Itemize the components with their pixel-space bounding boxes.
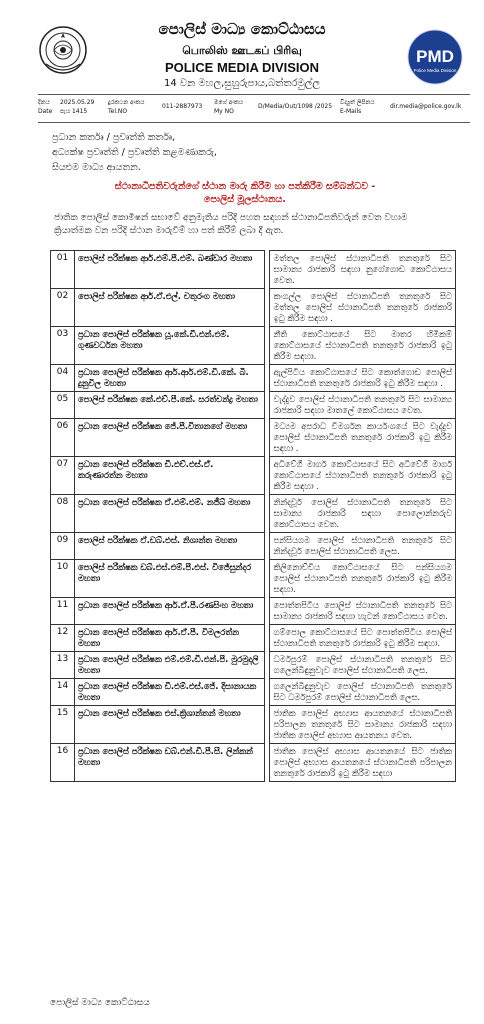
officer-name: ප්‍රධාන පොලිස් පරීක්ෂක එස්.ක්‍රිශාන්තන් මහතා bbox=[74, 706, 264, 744]
transfer-detail: ඇල්පිටිය කොට්ඨාසයේ සිට කොත්ගොඩ පොලිස් ස්ථානාධිපති තනතුරේ රාජකාරි ඉටු කිරීම සඳහා . bbox=[270, 365, 456, 392]
row-number: 04 bbox=[51, 365, 75, 392]
division-title-sinhala: පොලිස් මාධ්‍ය කොට්ඨාසය bbox=[158, 20, 326, 38]
transfer-detail: මධ්‍යම අපරාධ විමර්ශන කාර්යංශයේ සිට වැද්දුව පොලිස් ස්ථානාධිපති තනතුරේ රාජකාරි ඉටු කිරීම සඳහා . bbox=[270, 419, 456, 457]
transfer-detail: ධර්මපුරම් පොලිස් ස්ථානාධිපති තනතුරේ සිට ගලෙන්බිඳුනුවැව පොලිස් ස්ථානාධිපති ලෙස. bbox=[270, 652, 456, 679]
officer-name: ප්‍රධාන පොලිස් පරීක්ෂක ඩී.එම්.එස්.ජේ. දිසානායක මහතා bbox=[74, 679, 264, 706]
transfer-detail: කංගල්ල පොලිස් ස්ථානාධිපති තනතුරේ සිට මත්තල පොලිස් ස්ථානාධිපති තනතුරේ රාජකාරි ඉටු කිරීම සඳහා . bbox=[270, 289, 456, 327]
subject-heading: ස්ථානාධිපතිවරුන්ගේ ස්ථාන මාරු කිරීම හා පත්කිරීම සම්බන්ධව - පොලිස් මූලස්ථානය. bbox=[114, 181, 376, 205]
officer-name: පොලිස් පරීක්ෂක ආර්.ඒ.එල්. චතුරංග මහතා bbox=[74, 289, 264, 327]
transfer-detail: නීති කොට්ඨාසයේ සිට මාතර හිමිකම් කොට්ඨාසයේ ස්ථානාධිපති තනතුරේ රාජකාරි ඉටු කිරීම සඳහා. bbox=[270, 327, 456, 365]
intro-paragraph: ජාතික පොලිස් කොමිෂන් සභාවේ අනුමැතිය පරිදි පහත සඳහන් ස්ථානාධිපතිවරුන් වෙත වහාම ක්‍රියාත්මක වන පරිදි ස්ථාන මාරුවීම් හා පත් කිරීම් ලබා දී ඇත. bbox=[54, 213, 408, 236]
division-title-tamil: பொலிஸ் ஊடகப் பிரிவு bbox=[182, 44, 302, 57]
table-row bbox=[51, 744, 456, 782]
row-number: 10 bbox=[51, 560, 75, 598]
transfer-detail: අධිවේගී මාර්ග කොට්ඨාසයේ සිට අධිවේගී මාර්ග කොට්ඨාසයේ ස්ථානාධිපති තනතුරේ රාජකාරි ඉටු කිරීම සඳහා . bbox=[270, 457, 456, 495]
table-row bbox=[51, 289, 456, 327]
table-row bbox=[51, 679, 456, 706]
transfer-detail: කිලිනොච්චිය කොට්ඨාසයේ සිට පන්සියගම පොලිස් ස්ථානාධිපති තනතුරේ රාජකාරි ඉටු කිරීම සඳහා. bbox=[270, 560, 456, 598]
officer-name: ප්‍රධාන පොලිස් පරීක්ෂක ආර්.ඒ.පී.රණසිංහ මහතා bbox=[74, 598, 264, 625]
row-number: 16 bbox=[51, 744, 75, 782]
row-number: 08 bbox=[51, 495, 75, 533]
row-number: 14 bbox=[51, 679, 75, 706]
transfer-detail: වැද්දුව පොලිස් ස්ථානාධිපති තනතුරේ සිට සාමාන්‍ය රාජකාරි සඳහා මාතලේ කොට්ඨාසය වෙත. bbox=[270, 392, 456, 419]
row-number: 11 bbox=[51, 598, 75, 625]
division-title-english: POLICE MEDIA DIVISION bbox=[164, 60, 320, 75]
tel-value: 011-2887973 bbox=[162, 103, 203, 110]
officer-name: ප්‍රධාන පොලිස් පරීක්ෂක යූ.කේ.ඩී.එන්.එම්. ගුණවර්ධන මහතා bbox=[74, 327, 264, 365]
officer-name: ප්‍රධාන පොලිස් පරීක්ෂක ජේ.පී.විතානගේ මහතා bbox=[74, 419, 264, 457]
officer-name: පොලිස් පරීක්ෂක කේ.එච්.පී.කේ. සරත්චන්ද්‍ර මහතා bbox=[74, 392, 264, 419]
letterhead bbox=[0, 6, 484, 92]
row-number: 15 bbox=[51, 706, 75, 744]
table-row bbox=[51, 327, 456, 365]
table-row bbox=[51, 652, 456, 679]
row-number: 01 bbox=[51, 251, 75, 289]
table-row bbox=[51, 495, 456, 533]
row-number: 03 bbox=[51, 327, 75, 365]
email-value: dir.media@police.gov.lk bbox=[390, 103, 462, 110]
table-row bbox=[51, 560, 456, 598]
footer-signature: පොලිස් මාධ්‍ය කොට්ඨාසය bbox=[50, 998, 150, 1008]
transfer-detail: පොත්තපිටිය පොලිස් ස්ථානාධිපති තනතුරේ සිට සාමාන්‍ය රාජකාරි සඳහා හැටන් කොට්ඨාසය වෙත. bbox=[270, 598, 456, 625]
officer-name: ප්‍රධාන පොලිස් පරීක්ෂක ඩී.එච්.එස්.ඒ. කරුණාරත්න මහතා bbox=[74, 457, 264, 495]
letter-meta bbox=[38, 98, 474, 120]
table-row bbox=[51, 706, 456, 744]
row-number: 13 bbox=[51, 652, 75, 679]
pmd-logo-subtext: Police Media Division bbox=[413, 68, 457, 73]
officer-name: ප්‍රධාන පොලිස් පරීක්ෂක එම්.එම්.ඩී.එන්.පී. මුරමුදලි මහතා bbox=[74, 652, 264, 679]
transfer-detail: ගම්පොල කොට්ඨාසයේ සිට පොත්තපිටිය පොලිස් ස්ථානාධිපති තනතුරේ රාජකාරි ඉටු කිරීම සඳහා. bbox=[270, 625, 456, 652]
my-no-label: මගේ අංකය My NO bbox=[214, 99, 244, 115]
officer-name: පොලිස් පරීක්ෂක ආර්.එම්.පී.එම්. බණ්ඩාර මහතා bbox=[74, 251, 264, 289]
transfer-detail: ජාතික පොලිස් අභ්‍යාස ආයතනයේ සිට ජාතික පොලිස් අභ්‍යාස ආයතනයේ ස්ථානාධිපති පරිපාලන තනතුරේ රාජකාරි ඉටු කිරීම සඳහා bbox=[270, 744, 456, 782]
officer-name: පොලිස් පරීක්ෂක ඩබ්.එස්.එම්.පී.එස්. විජේසුන්දර මහතා bbox=[74, 560, 264, 598]
date-label: දිනය Date bbox=[38, 99, 53, 115]
table-row bbox=[51, 251, 456, 289]
officer-name: පොලිස් පරීක්ෂක ඒ.ඩබ්.එස්. නිශාන්ත මහතා bbox=[74, 533, 264, 560]
pmd-logo-icon bbox=[404, 28, 466, 86]
transfer-detail: පන්සියගම පොලිස් ස්ථානාධිපති තනතුරේ සිට නින්දවූර් පොලිස් ස්ථානාධිපති ලෙස. bbox=[270, 533, 456, 560]
table-row bbox=[51, 457, 456, 495]
transfer-detail: ගලෙන්බිඳුනුවැව පොලිස් ස්ථානාධිපති තනතුරේ සිට ධර්මපුරම් පොලිස් ස්ථානාධිපති ලෙස. bbox=[270, 679, 456, 706]
row-number: 02 bbox=[51, 289, 75, 327]
officer-name: ප්‍රධාන පොලිස් පරීක්ෂක ආර්.ඒ.පී. විමලරත්න මහතා bbox=[74, 625, 264, 652]
my-no-value: D/Media/Out/1098 /2025 bbox=[258, 103, 333, 110]
email-label: විද්‍යුත් ලිපිනය E-Mails bbox=[340, 99, 375, 115]
table-row bbox=[51, 533, 456, 560]
addressee-line: අධ්‍යක්ෂ ප්‍රවෘත්ති / ප්‍රවෘත්ති කළමණාකරු, bbox=[52, 147, 217, 158]
row-number: 06 bbox=[51, 419, 75, 457]
transfers-table bbox=[50, 250, 456, 782]
transfer-detail: මත්තල පොලිස් ස්ථානාධිපති තනතුරේ සිට සාමාන්‍ය රාජකාරි සඳහා නුගේගොඩ කොට්ඨාසය වෙත. bbox=[270, 251, 456, 289]
row-number: 07 bbox=[51, 457, 75, 495]
addressee-block bbox=[52, 130, 217, 175]
pmd-logo-text: PMD bbox=[416, 47, 454, 66]
division-address: 14 වන මහල,සුහුරුපාය,බත්තරමුල්ල bbox=[164, 78, 320, 89]
row-number: 12 bbox=[51, 625, 75, 652]
table-row bbox=[51, 365, 456, 392]
table-row bbox=[51, 598, 456, 625]
officer-name: ප්‍රධාන පොලිස් පරීක්ෂක ඩබ්.එන්.ඩී.පී.සී. ලින්කන් මහතා bbox=[74, 744, 264, 782]
row-number: 05 bbox=[51, 392, 75, 419]
table-row bbox=[51, 392, 456, 419]
officer-name: ප්‍රධාන පොලිස් පරීක්ෂක ආර්.ආර්.එම්.ඩී.කේ. බී. දුනුවිල මහතා bbox=[74, 365, 264, 392]
addressee-line: සියළුම මාධ්‍ය ආයතන. bbox=[52, 162, 141, 173]
header-divider bbox=[38, 94, 470, 95]
addressee-line: ප්‍රධාන කර්තෘ / ප්‍රවෘත්ති කර්තෘ, bbox=[52, 132, 176, 143]
tel-label: දුරකථන අංකය Tel.NO bbox=[108, 99, 145, 115]
table-row bbox=[51, 419, 456, 457]
transfer-detail: ජාතික පොලිස් අභ්‍යාස ආයතනයේ ස්ථානාධිපති පරිපාලන තනතුරේ සිට සාමාන්‍ය රාජකාරි සඳහා ජාතික පොලිස් අභ්‍යාස ආයතනය වෙත. bbox=[270, 706, 456, 744]
table-row bbox=[51, 625, 456, 652]
officer-name: ප්‍රධාන පොලිස් පරීක්ෂක ඒ.එම්.එම්. නජීබ් මහතා bbox=[74, 495, 264, 533]
meta-divider bbox=[38, 122, 470, 123]
transfer-detail: නින්දවූර් පොලිස් ස්ථානාධිපති තනතුරේ සිට සාමාන්‍ය රාජකාරි සඳහා පොලොන්නරුව කොට්ඨාසය වෙත. bbox=[270, 495, 456, 533]
date-value: 2025.05.29 පැය 1415 bbox=[60, 99, 95, 115]
row-number: 09 bbox=[51, 533, 75, 560]
